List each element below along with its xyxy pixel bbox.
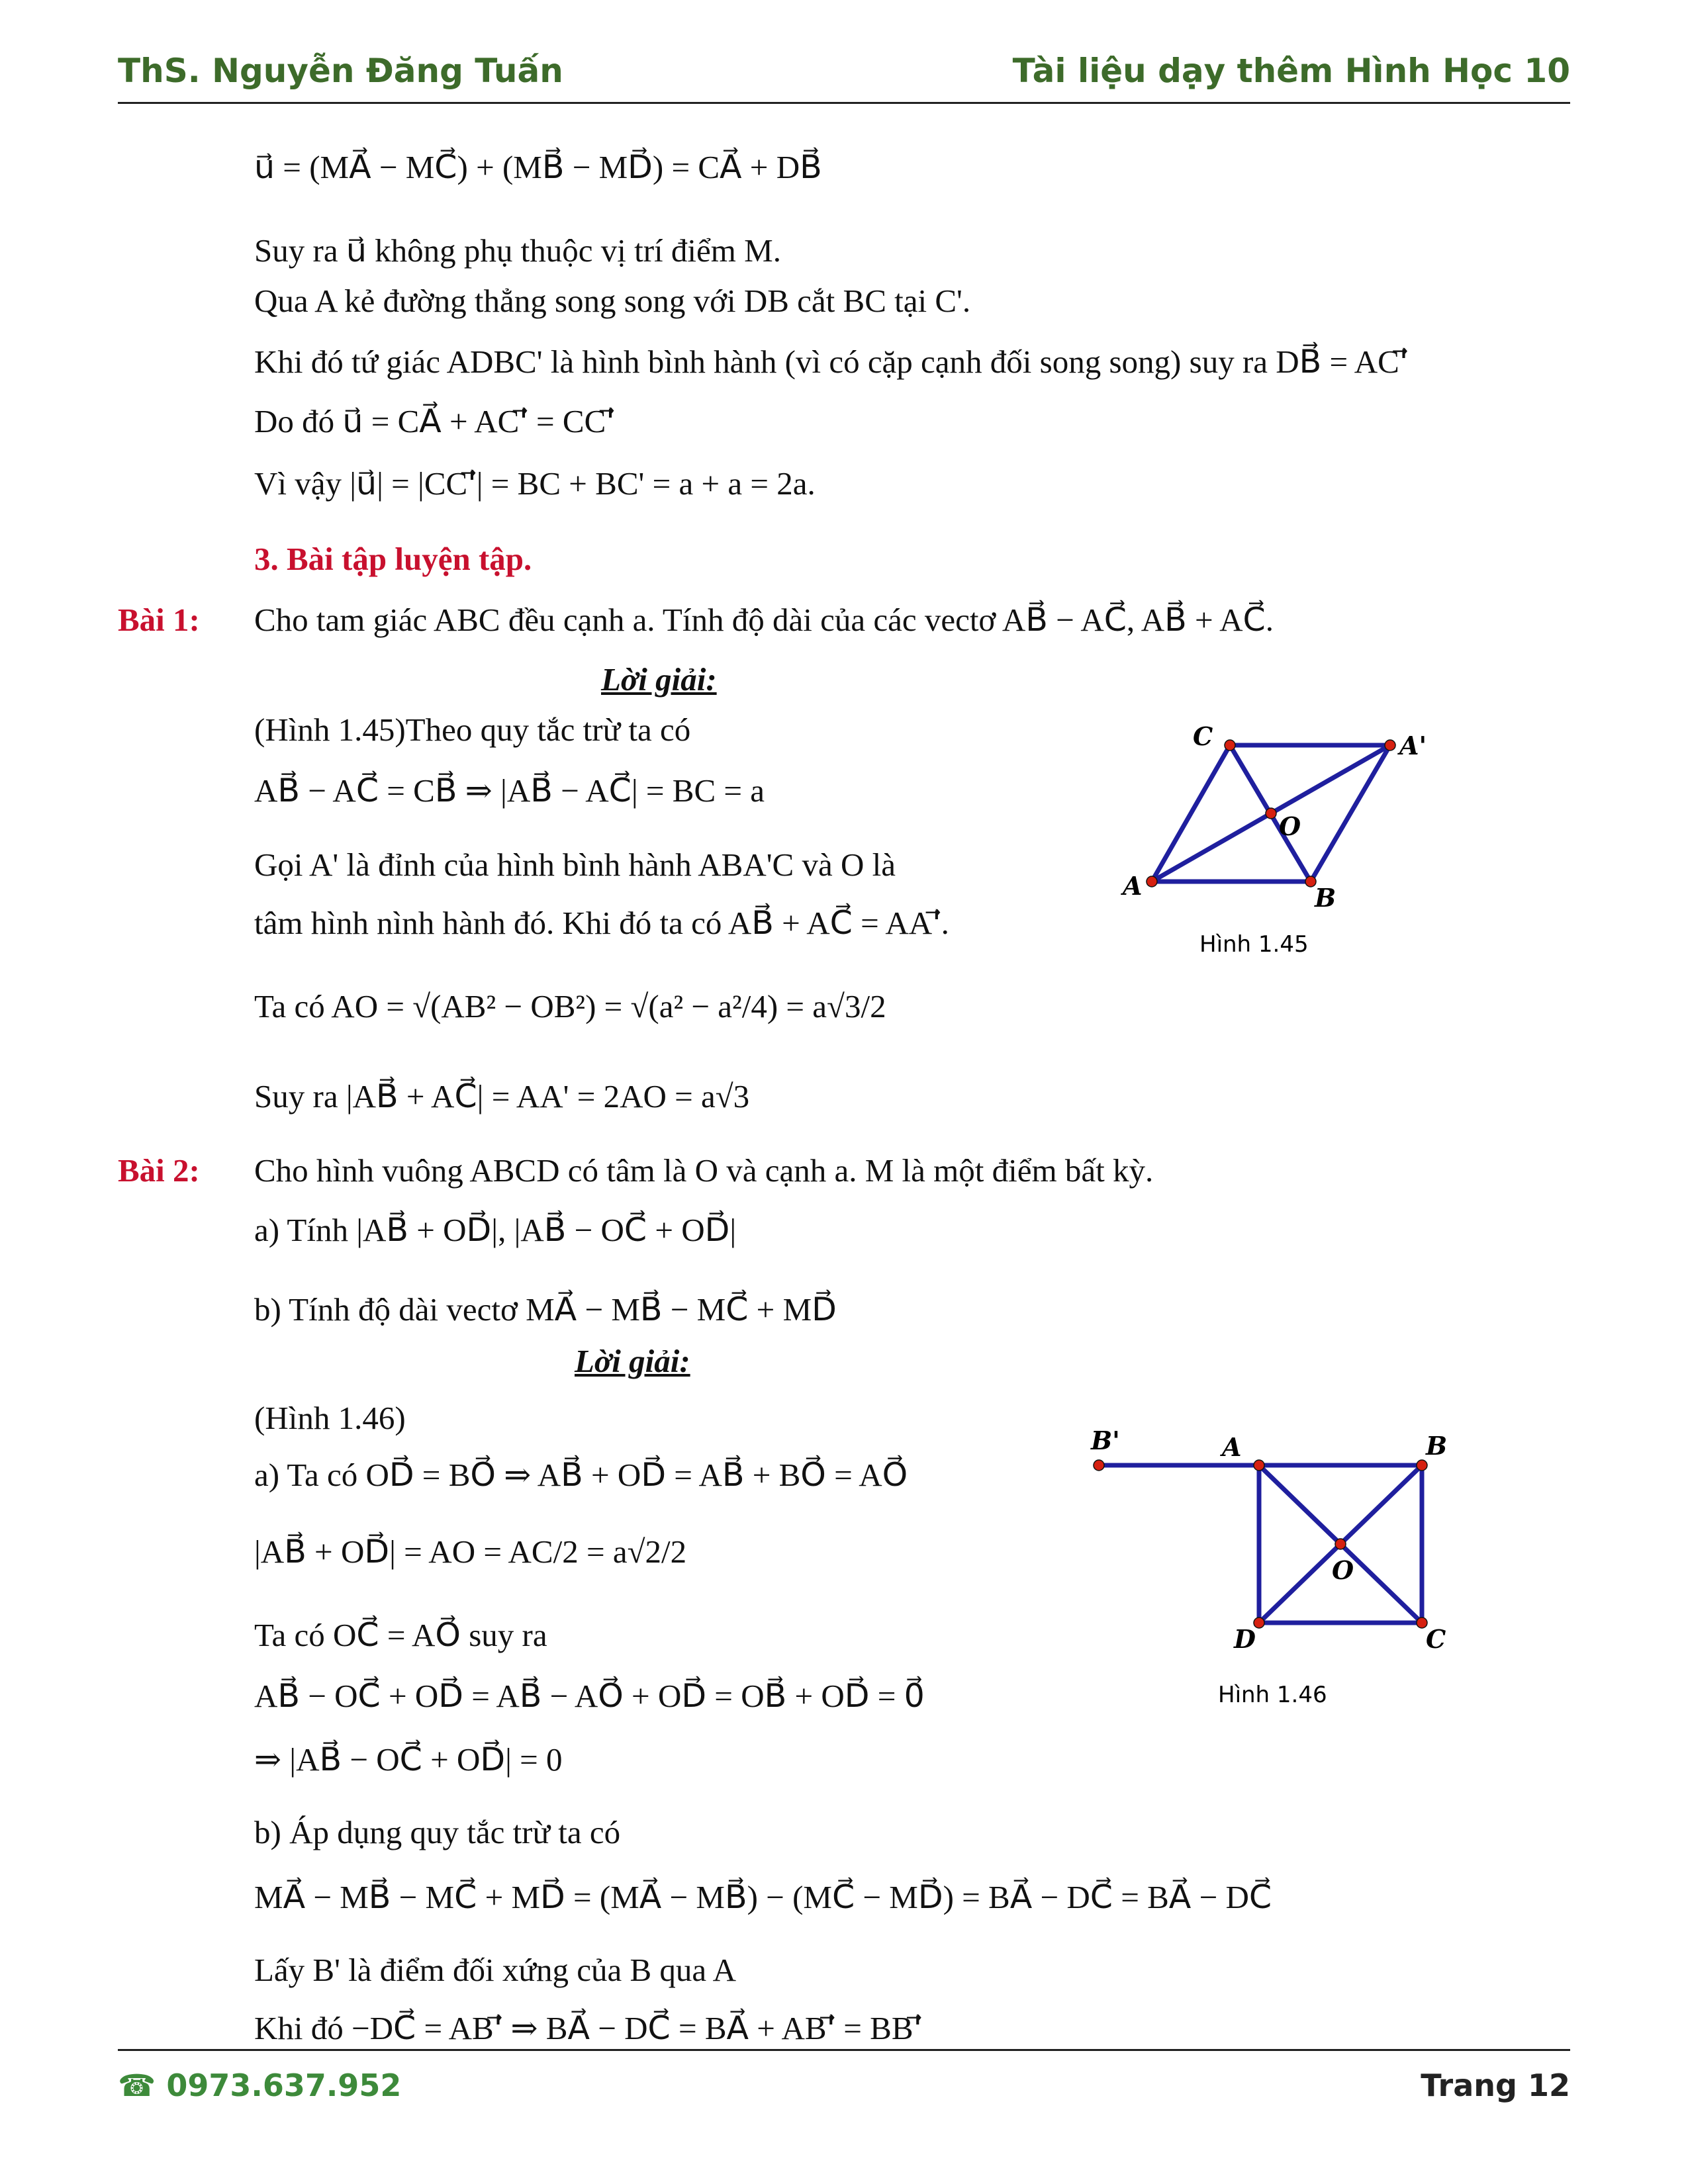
- figure-caption: Hình 1.45: [1199, 931, 1309, 958]
- solution-line: Lấy B' là điểm đối xứng của B qua A: [254, 1952, 737, 1988]
- figure-caption: Hình 1.46: [1218, 1682, 1327, 1708]
- text-line: Suy ra u⃗ không phụ thuộc vị trí điểm M.: [254, 232, 781, 269]
- label-B: B: [1315, 883, 1336, 913]
- solution-line: AB⃗ − OC⃗ + OD⃗ = AB⃗ − AO⃗ + OD⃗ = OB⃗ + OD⃗ = 0⃗: [254, 1678, 925, 1714]
- solution-line: (Hình 1.46): [254, 1400, 406, 1436]
- solution-line: MA⃗ − MB⃗ − MC⃗ + MD⃗ = (MA⃗ − MB⃗) − (MC⃗ − MD⃗) = BA⃗ − DC⃗ = BA⃗ − DC⃗: [254, 1879, 1272, 1915]
- exercise-part-b: b) Tính độ dài vectơ MA⃗ − MB⃗ − MC⃗ + MD⃗: [254, 1291, 837, 1328]
- exercise-part-a: a) Tính |AB⃗ + OD⃗|, |AB⃗ − OC⃗ + OD⃗|: [254, 1212, 737, 1248]
- solution-line: Khi đó −DC⃗ = AB'⃗ ⇒ BA⃗ − DC⃗ = BA⃗ + AB'⃗ = BB'⃗: [254, 2010, 922, 2046]
- text-line: Qua A kẻ đường thẳng song song với DB cắt BC tại C'.: [254, 283, 971, 319]
- solution-line: Ta có AO = √(AB² − OB²) = √(a² − a²/4) = a√3/2: [254, 988, 886, 1024]
- text-line: Vì vậy |u⃗| = |CC'⃗| = BC + BC' = a + a = 2a.: [254, 465, 816, 502]
- header-author: ThS. Nguyễn Đăng Tuấn: [118, 52, 563, 90]
- solution-line: Suy ra |AB⃗ + AC⃗| = AA' = 2AO = a√3: [254, 1078, 750, 1115]
- point-A: [1254, 1460, 1264, 1471]
- point-B': [1094, 1460, 1104, 1471]
- label-O: O: [1279, 811, 1301, 841]
- exercise-problem: Cho tam giác ABC đều cạnh a. Tính độ dài của các vectơ AB⃗ − AC⃗, AB⃗ + AC⃗.: [254, 602, 1274, 638]
- figure-1-46: [1086, 1423, 1496, 1727]
- header-title: Tài liệu dạy thêm Hình Học 10: [1012, 52, 1570, 90]
- text-line: Do đó u⃗ = CA⃗ + AC'⃗ = CC'⃗: [254, 403, 615, 439]
- point-O: [1266, 808, 1276, 819]
- solution-title: Lời giải:: [575, 1343, 690, 1379]
- label-C: C: [1426, 1624, 1446, 1654]
- label-C: C: [1193, 721, 1213, 751]
- label-A': A': [1399, 731, 1427, 760]
- footer-rule: [118, 2049, 1570, 2051]
- label-A: A: [1222, 1432, 1242, 1462]
- solution-line: b) Áp dụng quy tắc trừ ta có: [254, 1814, 621, 1850]
- label-B': B': [1091, 1426, 1120, 1455]
- point-O: [1335, 1539, 1346, 1549]
- solution-line: ⇒ |AB⃗ − OC⃗ + OD⃗| = 0: [254, 1741, 563, 1778]
- header-rule: [118, 102, 1570, 104]
- point-B: [1417, 1460, 1427, 1471]
- solution-line: tâm hình nình hành đó. Khi đó ta có AB⃗ + AC⃗ = AA'⃗.: [254, 905, 949, 941]
- exercise-label: Bài 2:: [118, 1152, 200, 1189]
- label-D: D: [1234, 1624, 1256, 1654]
- solution-line: |AB⃗ + OD⃗| = AO = AC/2 = a√2/2: [254, 1533, 687, 1570]
- solution-line: Gọi A' là đỉnh của hình bình hành ABA'C và O là: [254, 846, 896, 883]
- solution-line: (Hình 1.45)Theo quy tắc trừ ta có: [254, 711, 691, 748]
- solution-title: Lời giải:: [601, 661, 717, 698]
- label-O: O: [1332, 1555, 1354, 1585]
- solution-line: AB⃗ − AC⃗ = CB⃗ ⇒ |AB⃗ − AC⃗| = BC = a: [254, 772, 765, 809]
- footer-page: Trang 12: [1421, 2068, 1570, 2103]
- text-line: u⃗ = (MA⃗ − MC⃗) + (MB⃗ − MD⃗) = CA⃗ + DB⃗: [254, 149, 822, 185]
- section-title: 3. Bài tập luyện tập.: [254, 541, 532, 577]
- label-A: A: [1123, 871, 1143, 901]
- point-A: [1147, 876, 1157, 887]
- label-B: B: [1426, 1431, 1448, 1461]
- footer-phone: ☎ 0973.637.952: [118, 2068, 402, 2103]
- exercise-label: Bài 1:: [118, 602, 200, 638]
- point-C: [1225, 740, 1235, 751]
- exercise-problem: Cho hình vuông ABCD có tâm là O và cạnh a. M là một điểm bất kỳ.: [254, 1152, 1154, 1189]
- solution-line: Ta có OC⃗ = AO⃗ suy ra: [254, 1617, 547, 1653]
- solution-line: a) Ta có OD⃗ = BO⃗ ⇒ AB⃗ + OD⃗ = AB⃗ + BO⃗ = AO⃗: [254, 1457, 908, 1493]
- point-A': [1385, 740, 1395, 751]
- text-line: Khi đó tứ giác ADBC' là hình bình hành (vì có cặp cạnh đối song song) suy ra DB⃗ = AC'⃗: [254, 343, 1409, 380]
- figure-1-45: [1112, 721, 1456, 973]
